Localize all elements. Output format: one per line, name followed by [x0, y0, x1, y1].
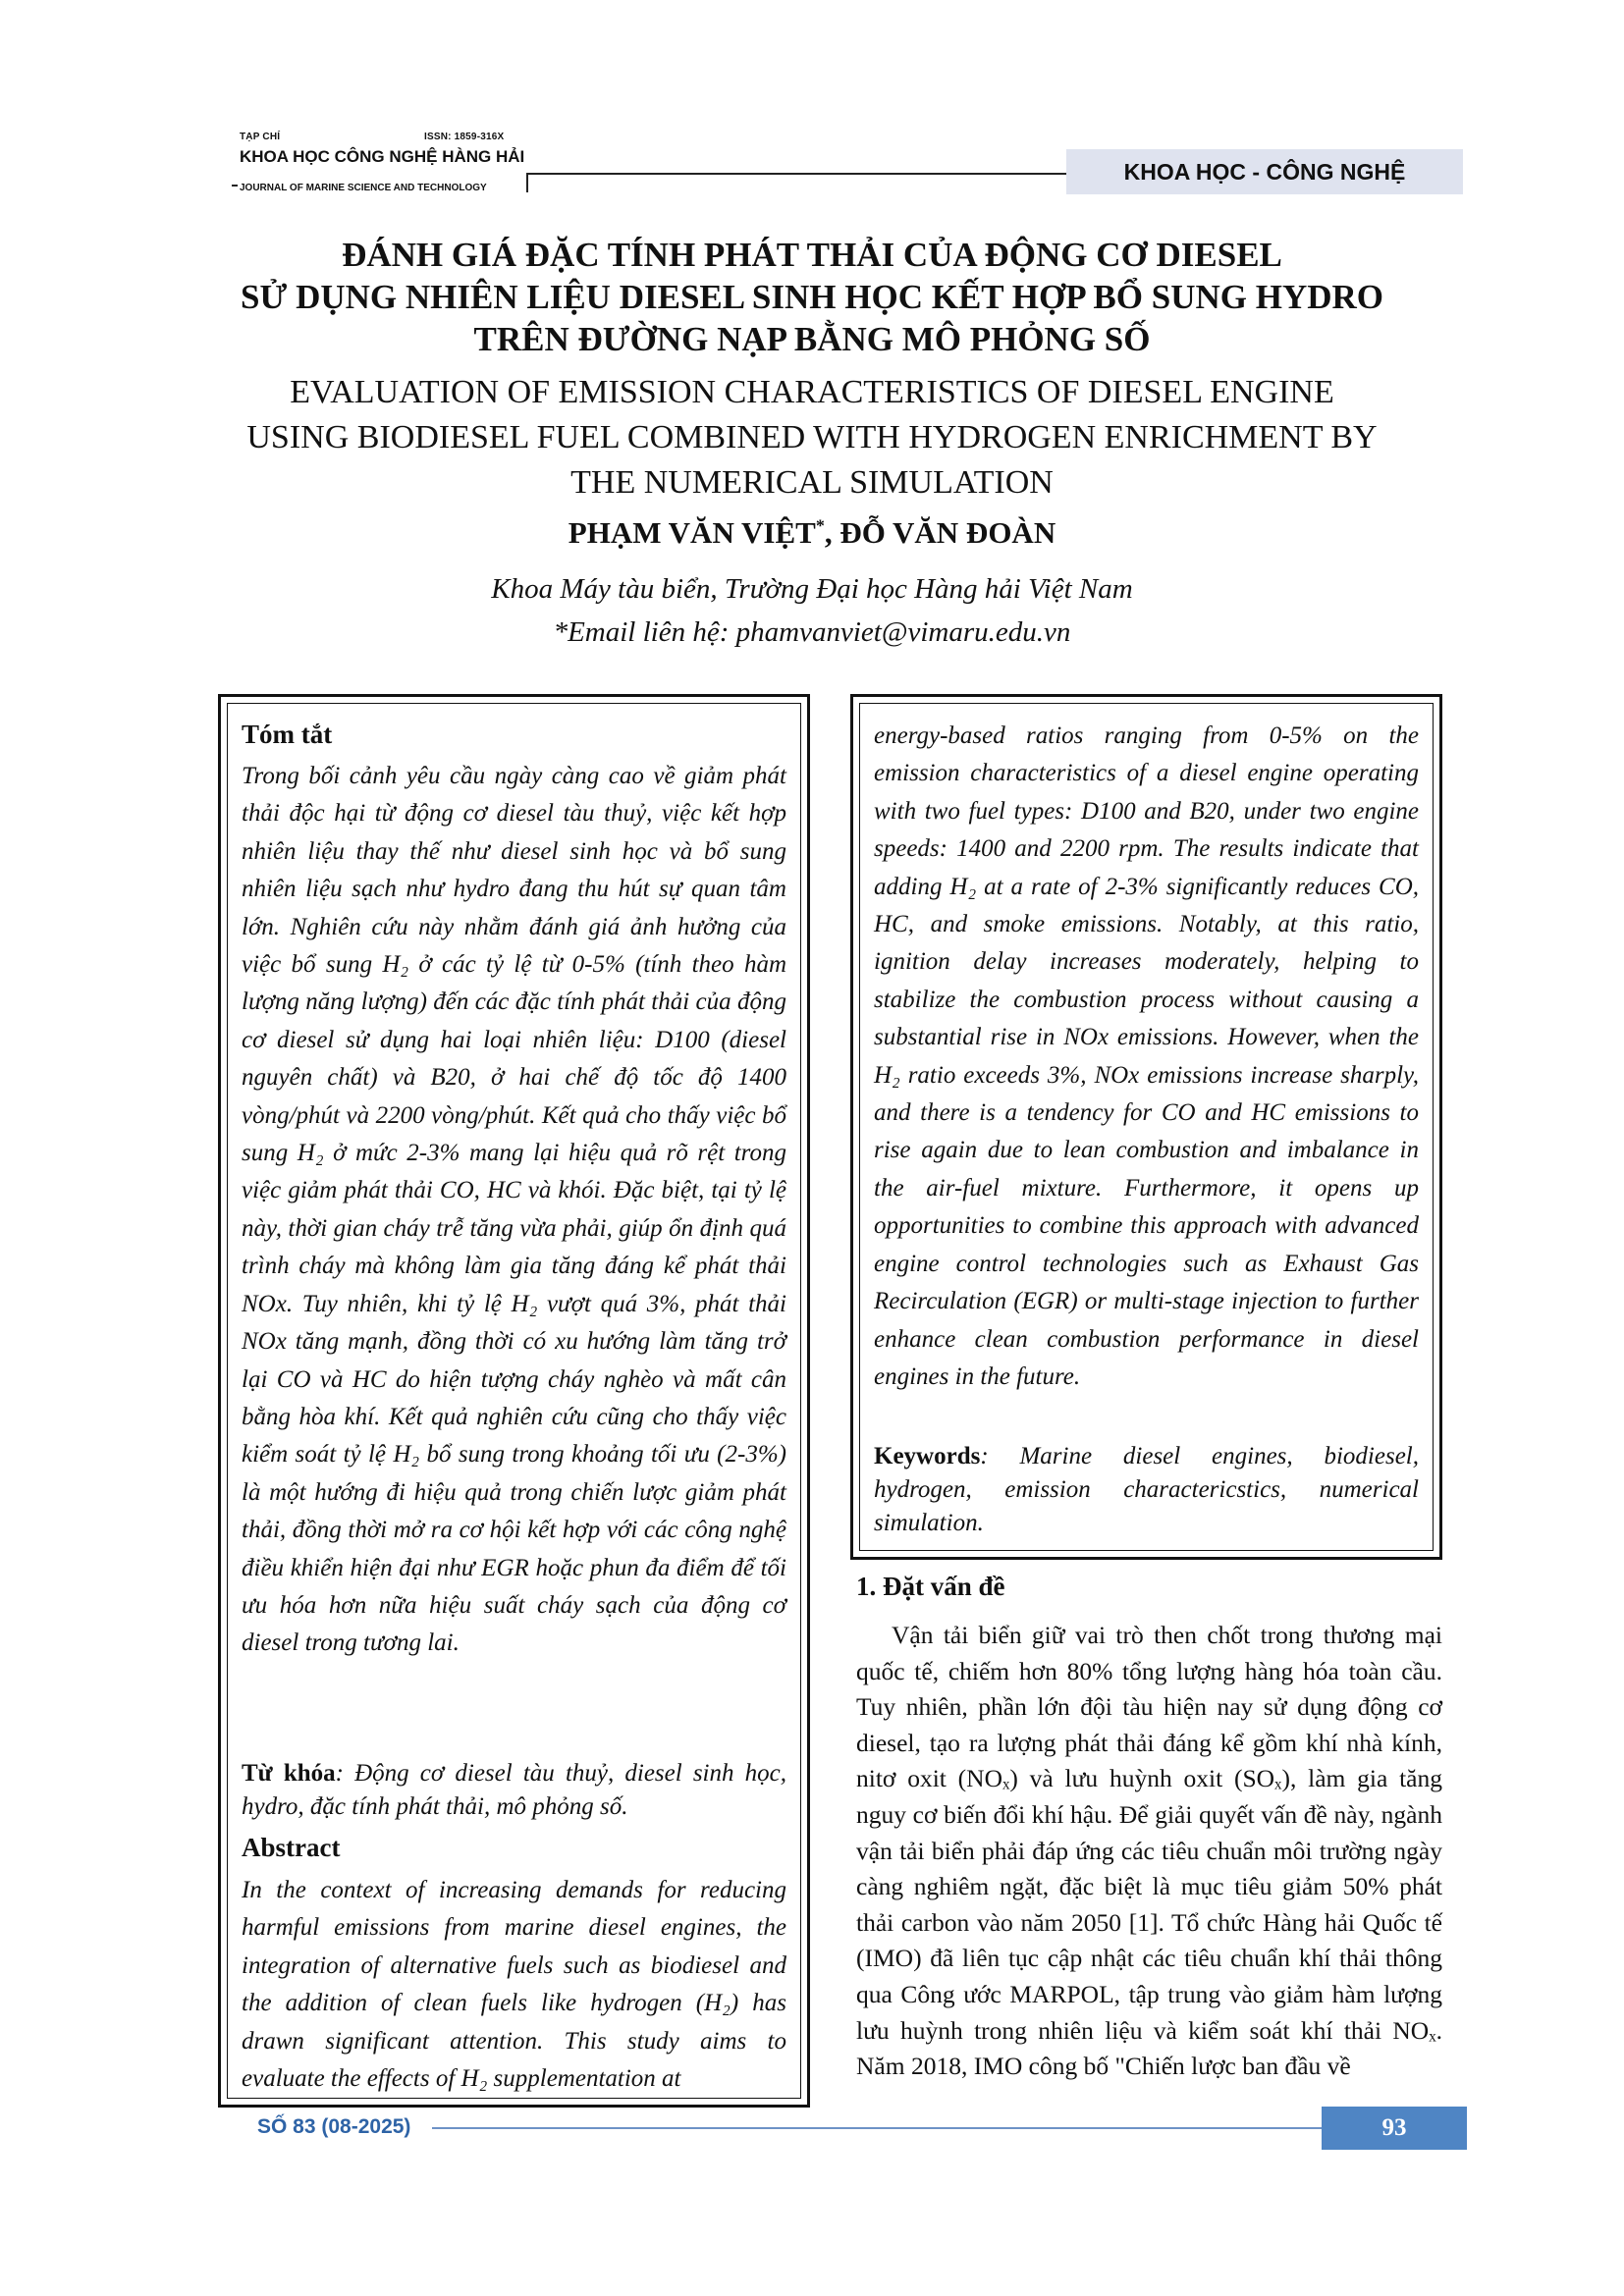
issn-label: ISSN: 1859-316X [424, 132, 505, 142]
header-divider-vertical [526, 174, 528, 192]
keywords-en-label: Keywords [874, 1443, 981, 1469]
title-vn-line-1: ĐÁNH GIÁ ĐẶC TÍNH PHÁT THẢI CỦA ĐỘNG CƠ DIESEL [342, 236, 1282, 274]
keywords-en-list: : Marine diesel engines, biodiesel, hydrogen, emission charactericstics, numerical simulation. [874, 1443, 1419, 1536]
abstract-box-right-inner [859, 703, 1434, 1551]
affiliation: Khoa Máy tàu biển, Trường Đại học Hàng hải Việt Nam [491, 573, 1133, 605]
abstract-en-heading: Abstract [242, 1833, 341, 1862]
abstract-vn-heading: Tóm tắt [242, 720, 333, 749]
title-vn-line-3: TRÊN ĐƯỜNG NẠP BẰNG MÔ PHỎNG SỐ [473, 320, 1151, 358]
tap-chi-label: TẠP CHÍ [240, 132, 281, 142]
abstract-box-left-inner [227, 703, 801, 2099]
issue-number: SỐ 83 (08-2025) [257, 2115, 411, 2138]
abstract-box-left [218, 694, 810, 2108]
footer-rule [432, 2127, 1322, 2129]
abstract-box-right [850, 694, 1442, 1560]
title-english [137, 370, 1487, 506]
keywords-vn-list: : Động cơ diesel tàu thuỷ, diesel sinh học, hydro, đặc tính phát thải, mô phỏng số. [242, 1760, 786, 1820]
abstract-vn-text: Trong bối cảnh yêu cầu ngày càng cao về giảm phát thải độc hại từ động cơ diesel tàu thuỷ, việc kết hợp nhiên liệu thay thế như diesel sinh học và bổ sung nhiên liệu sạch như hydro đang thu hút sự quan tâm lớn. Nghiên cứu này nhằm đánh giá ảnh hưởng của việc bổ sung H₂ ở các tỷ lệ từ 0-5% (tính theo hàm lượng năng lượng) đến các đặc tính phát thải của động cơ diesel sử dụng hai loại nhiên liệu: D100 (diesel nguyên chất) và B20, ở hai chế độ tốc độ 1400 vòng/phút và 2200 vòng/phút. Kết quả cho thấy việc bổ sung H₂ ở mức 2-3% mang lại hiệu quả rõ rệt trong việc giảm phát thải CO, HC và khói. Đặc biệt, tại tỷ lệ này, thời gian cháy trễ tăng vừa phải, giúp ổn định quá trình cháy mà không làm gia tăng đáng kể phát thải NOx. Tuy nhiên, khi tỷ lệ H₂ vượt quá 3%, phát thải NOx tăng mạnh, đồng thời có xu hướng làm tăng trở lại CO và HC do hiện tượng cháy nghèo và mất cân bằng hòa khí. Kết quả nghiên cứu cũng cho thấy việc kiểm soát tỷ lệ H₂ bổ sung trong khoảng tối ưu (2-3%) là một hướng đi hiệu quả trong chiến lược giảm phát thải, đồng thời mở ra cơ hội kết hợp với các công nghệ điều khiển hiện đại như EGR hoặc phun đa điểm để tối ưu hóa hơn nữa hiệu suất cháy sạch của động cơ diesel trong tương lai. [242, 763, 786, 1657]
title-vietnamese [137, 234, 1487, 360]
affiliation-block [137, 567, 1487, 654]
contact-email: *Email liên hệ: phamvanviet@vimaru.edu.vn [553, 616, 1071, 648]
abstract-en-text-part-1: In the context of increasing demands for reducing harmful emissions from marine diesel engines, the integration of alternative fuels such as biodiesel and the addition of clean fuels like hydrogen (H₂) has drawn significant attention. This study aims to evaluate the effects of H₂ supplementation at [242, 1877, 786, 2093]
corresponding-mark: * [815, 515, 825, 536]
section-label: KHOA HỌC - CÔNG NGHỆ [1066, 149, 1463, 194]
journal-name-en: JOURNAL OF MARINE SCIENCE AND TECHNOLOGY [240, 183, 487, 193]
abstract-en-text-part-2: energy-based ratios ranging from 0-5% on the emission characteristics of a diesel engine operating with two fuel types: D100 and B20, under two engine speeds: 1400 and 2200 rpm. The results indicate that adding H₂ at a rate of 2-3% significantly reduces CO, HC, and smoke emissions. Notably, at this ratio, ignition delay increases moderately, helping to stabilize the combustion process without causing a substantial rise in NOx emissions. However, when the H₂ ratio exceeds 3%, NOx emissions increase sharply, and there is a tendency for CO and HC emissions to rise again due to lean combustion and imbalance in the air-fuel mixture. Furthermore, it opens up opportunities to combine this approach with advanced engine control technologies such as Exhaust Gas Recirculation (EGR) or multi-stage injection to further enhance clean combustion performance in diesel engines in the future. [874, 722, 1419, 1390]
keywords-vn [242, 1757, 786, 1824]
journal-name-vn: KHOA HỌC CÔNG NGHỆ HÀNG HẢI [240, 147, 525, 166]
title-en-line-1: EVALUATION OF EMISSION CHARACTERISTICS OF DIESEL ENGINE [290, 374, 1334, 410]
author-2: , ĐỖ VĂN ĐOÀN [824, 515, 1056, 550]
author-1: PHẠM VĂN VIỆT [568, 515, 816, 550]
title-en-line-3: THE NUMERICAL SIMULATION [570, 464, 1054, 501]
section-1-paragraph: Vận tải biển giữ vai trò then chốt trong thương mại quốc tế, chiếm hơn 80% tổng lượng hàng hóa toàn cầu. Tuy nhiên, phần lớn đội tàu hiện nay sử dụng động cơ diesel, tạo ra lượng phát thải đáng kể gồm khí nhà kính, nitơ oxit (NOₓ) và lưu huỳnh oxit (SOₓ), làm gia tăng nguy cơ biến đổi khí hậu. Để giải quyết vấn đề này, ngành vận tải biển phải đáp ứng các tiêu chuẩn môi trường ngày càng nghiêm ngặt, đặc biệt là mục tiêu giảm 50% phát thải carbon vào năm 2050 [1]. Tổ chức Hàng hải Quốc tế (IMO) đã liên tục cập nhật các tiêu chuẩn khí thải thông qua Công ước MARPOL, tập trung vào giảm hàm lượng lưu huỳnh trong nhiên liệu và kiểm soát khí thải NOₓ. Năm 2018, IMO công bố "Chiến lược ban đầu về [856, 1621, 1442, 2081]
header-rule [526, 173, 1066, 175]
page-number: 93 [1322, 2107, 1467, 2150]
title-en-line-2: USING BIODIESEL FUEL COMBINED WITH HYDROGEN ENRICHMENT BY [246, 419, 1378, 455]
section-1-heading: 1. Đặt vấn đề [856, 1572, 1005, 1601]
authors [137, 515, 1487, 551]
keywords-vn-label: Từ khóa [242, 1760, 336, 1787]
title-vn-line-2: SỬ DỤNG NHIÊN LIỆU DIESEL SINH HỌC KẾT HỢP BỔ SUNG HYDRO [241, 278, 1383, 316]
keywords-en [874, 1440, 1419, 1540]
header-tick-left [232, 185, 238, 187]
